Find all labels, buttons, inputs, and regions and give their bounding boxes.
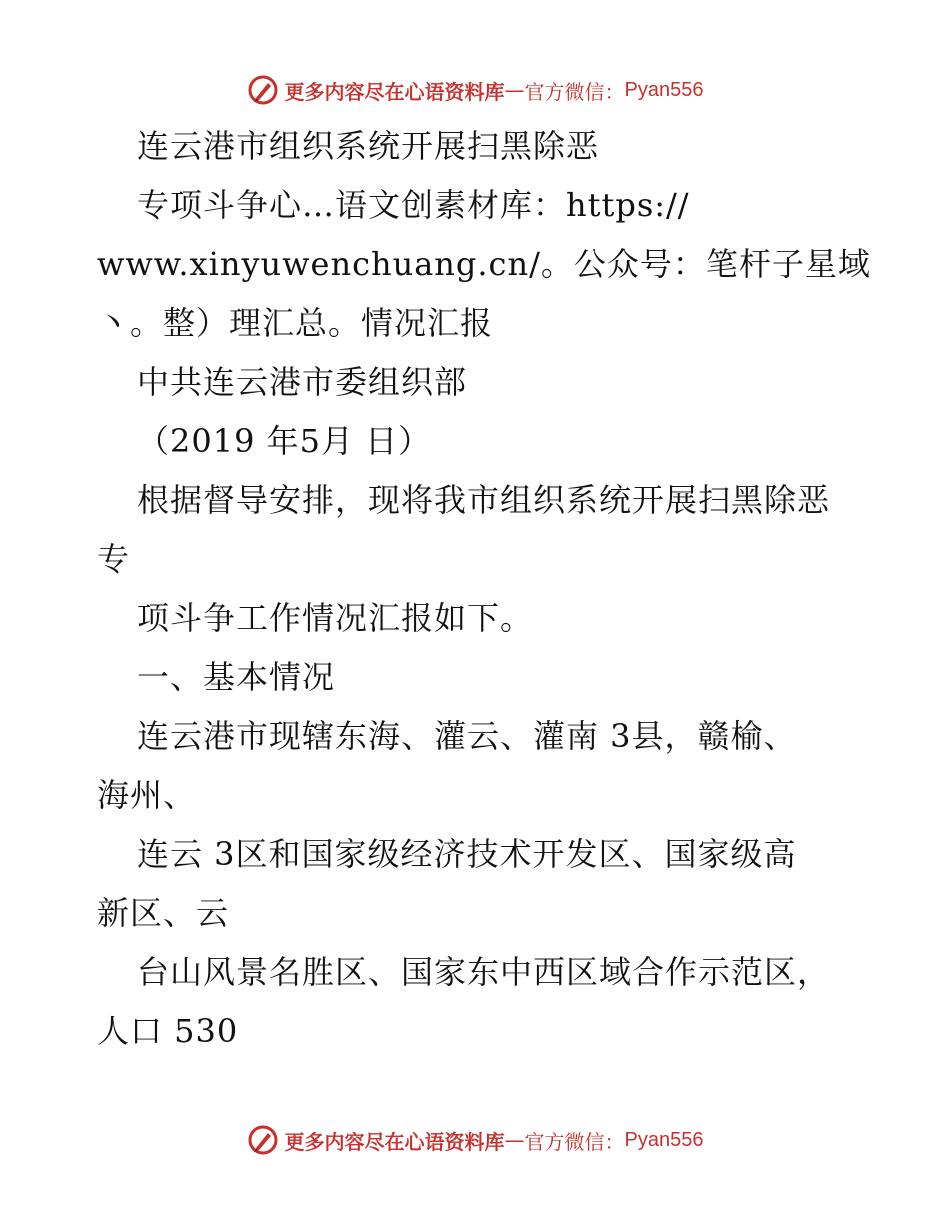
banner-wechat-id: Pyan556	[624, 1128, 704, 1151]
body-line: 专	[97, 540, 131, 578]
body-line: 丶。整）理汇总。情况汇报	[97, 304, 494, 342]
pen-logo-icon	[247, 1124, 279, 1156]
banner-main-text: 更多内容尽在心语资料库	[284, 79, 505, 104]
body-line: 专项斗争心…语文创素材库：https://	[137, 186, 690, 224]
banner-dash: —	[504, 1128, 525, 1152]
body-line: 海州、	[97, 776, 197, 814]
date-line: （2019 年5月 日）	[137, 422, 432, 460]
pen-logo-icon	[247, 74, 279, 106]
body-line: 台山风景名胜区、国家东中西区域合作示范区，	[137, 953, 831, 991]
body-line: 连云港市组织系统开展扫黑除恶	[137, 127, 600, 165]
body-line: 中共连云港市委组织部	[137, 363, 468, 401]
header-banner	[0, 70, 950, 110]
body-line: 人口 530	[97, 1012, 239, 1050]
banner-official-label: 官方微信：	[524, 79, 625, 104]
banner-wechat-id: Pyan556	[624, 78, 704, 101]
footer-banner	[0, 1120, 950, 1160]
body-line: 根据督导安排，现将我市组织系统开展扫黑除恶	[137, 481, 831, 519]
body-line: 连云 3区和国家级经济技术开发区、国家级高	[137, 835, 797, 873]
body-line: 新区、云	[97, 894, 230, 932]
banner-dash: —	[504, 78, 525, 102]
body-line: 连云港市现辖东海、灌云、灌南 3县，赣榆、	[137, 717, 797, 755]
section-heading: 一、基本情况	[137, 658, 336, 696]
document-body	[97, 117, 877, 1061]
banner-official-label: 官方微信：	[524, 1129, 625, 1154]
banner-main-text: 更多内容尽在心语资料库	[284, 1129, 505, 1154]
body-line: 项斗争工作情况汇报如下。	[137, 599, 534, 637]
body-line: www.xinyuwenchuang.cn/。公众号：笔杆子星域	[97, 245, 871, 283]
